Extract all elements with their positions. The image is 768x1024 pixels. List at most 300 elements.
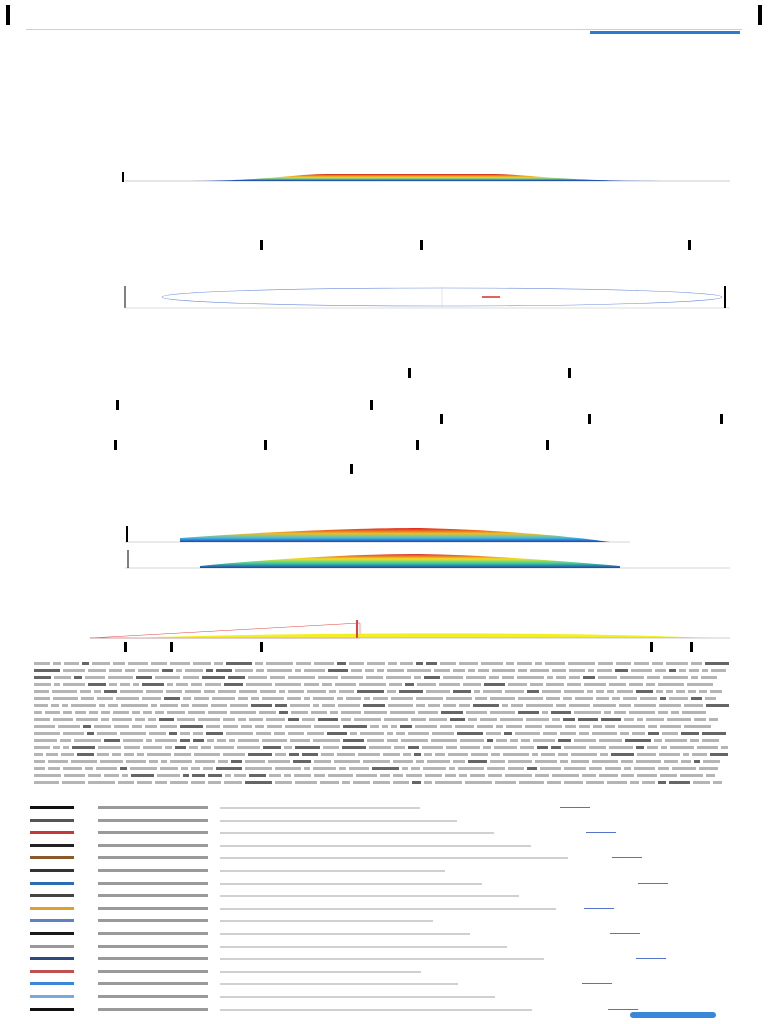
text-line-fragment <box>488 774 502 777</box>
text-line-fragment <box>126 760 146 763</box>
text-line-fragment <box>54 683 60 686</box>
text-line-fragment <box>508 760 532 763</box>
text-line-fragment <box>116 697 139 700</box>
text-line-fragment <box>307 732 324 735</box>
text-line-fragment <box>393 781 409 784</box>
list-item-thumbnail[interactable] <box>30 806 74 809</box>
text-line-fragment <box>97 732 117 735</box>
text-line-fragment <box>459 774 467 777</box>
text-line-fragment <box>363 704 385 707</box>
text-line-fragment <box>618 725 645 728</box>
text-line-fragment <box>411 767 420 770</box>
text-line-fragment <box>63 683 85 686</box>
text-line-fragment <box>245 781 272 784</box>
list-item-thumbnail[interactable] <box>30 882 74 885</box>
text-line-fragment <box>525 725 542 728</box>
list-item-title[interactable] <box>98 1008 208 1011</box>
text-line-fragment <box>193 732 203 735</box>
text-line-fragment <box>542 711 548 714</box>
text-line-fragment <box>314 662 334 665</box>
text-line-fragment <box>341 711 361 714</box>
text-line-fragment <box>34 739 57 742</box>
text-line-fragment <box>234 774 246 777</box>
text-line-fragment <box>556 704 566 707</box>
text-line-fragment <box>367 662 385 665</box>
text-line-fragment <box>391 725 397 728</box>
text-line-fragment <box>114 725 129 728</box>
list-item-thumbnail[interactable] <box>30 957 74 960</box>
list-item-title[interactable] <box>98 819 208 822</box>
text-line-fragment <box>443 704 456 707</box>
list-item[interactable] <box>20 991 748 1003</box>
text-line-fragment <box>260 690 276 693</box>
text-line-fragment <box>372 767 399 770</box>
text-line-fragment <box>517 662 532 665</box>
text-line-fragment <box>360 732 384 735</box>
list-item[interactable] <box>20 802 748 814</box>
right-edge-marker <box>758 5 762 25</box>
text-line-fragment <box>339 767 346 770</box>
text-line-fragment <box>640 697 657 700</box>
text-line-fragment <box>288 718 299 721</box>
text-line-fragment <box>167 683 173 686</box>
text-line-fragment <box>63 669 85 672</box>
text-line-fragment <box>629 683 643 686</box>
text-line-fragment <box>694 718 706 721</box>
text-line-fragment <box>636 690 653 693</box>
text-line-fragment <box>230 704 248 707</box>
text-line-fragment <box>224 683 243 686</box>
text-line-fragment <box>582 774 596 777</box>
text-line-fragment <box>123 739 143 742</box>
text-line-fragment <box>125 669 135 672</box>
text-line-fragment <box>439 683 460 686</box>
text-line-fragment <box>691 676 698 679</box>
list-item-thumbnail[interactable] <box>30 932 74 935</box>
text-line-fragment <box>349 662 364 665</box>
text-line-fragment <box>97 753 109 756</box>
text-line-fragment <box>249 774 266 777</box>
text-line-fragment <box>229 739 235 742</box>
text-line-fragment <box>652 662 663 665</box>
text-line-fragment <box>415 725 437 728</box>
text-line-fragment <box>241 725 252 728</box>
text-line-fragment <box>521 739 530 742</box>
list-item-description <box>220 820 457 822</box>
text-line-fragment <box>76 718 98 721</box>
list-item-thumbnail[interactable] <box>30 856 74 859</box>
list-item-description <box>220 895 519 897</box>
text-line-fragment <box>684 725 711 728</box>
text-line-fragment <box>406 774 422 777</box>
text-line-fragment <box>248 676 267 679</box>
list-item[interactable] <box>20 903 748 915</box>
list-item-description <box>220 971 421 973</box>
list-item-title[interactable] <box>98 932 208 935</box>
text-line-fragment <box>690 739 699 742</box>
text-line-fragment <box>275 704 287 707</box>
text-line-fragment <box>394 746 405 749</box>
text-line-fragment <box>288 732 304 735</box>
list-item-title[interactable] <box>98 945 208 948</box>
list-item-thumbnail[interactable] <box>30 869 74 872</box>
text-line-fragment <box>62 704 68 707</box>
list-item[interactable] <box>20 941 748 953</box>
text-line-fragment <box>217 739 226 742</box>
text-line-fragment <box>426 690 450 693</box>
list-item-description <box>220 832 494 834</box>
text-line-fragment <box>373 697 388 700</box>
text-line-fragment <box>216 669 232 672</box>
text-line-fragment <box>34 760 45 763</box>
list-item-description <box>220 857 568 859</box>
text-line-fragment <box>53 718 73 721</box>
text-line-fragment <box>694 760 700 763</box>
text-line-fragment <box>432 732 454 735</box>
text-line-fragment <box>458 767 484 770</box>
text-line-fragment <box>508 683 527 686</box>
text-line-fragment <box>624 718 634 721</box>
list-item-title[interactable] <box>98 844 208 847</box>
text-line-fragment <box>224 781 242 784</box>
list-item-title[interactable] <box>98 907 208 910</box>
text-line-fragment <box>279 711 288 714</box>
equation-row-5 <box>40 440 730 450</box>
text-line-fragment <box>646 718 664 721</box>
text-line-fragment <box>318 676 338 679</box>
text-line-fragment <box>304 697 310 700</box>
text-line-fragment <box>683 753 689 756</box>
list-item-title[interactable] <box>98 882 208 885</box>
text-line-fragment <box>334 760 360 763</box>
text-line-fragment <box>552 774 579 777</box>
list-item-thumbnail[interactable] <box>30 819 74 822</box>
list-item-title[interactable] <box>98 869 208 872</box>
text-line-fragment <box>431 739 457 742</box>
text-line-fragment <box>393 774 403 777</box>
list-item-thumbnail[interactable] <box>30 995 74 998</box>
text-line-fragment <box>204 690 215 693</box>
list-item[interactable] <box>20 890 748 902</box>
text-line-fragment <box>285 725 311 728</box>
text-lines-area <box>30 660 735 790</box>
list-item-thumbnail[interactable] <box>30 1008 74 1011</box>
text-line-fragment <box>188 711 205 714</box>
text-line-fragment <box>109 683 117 686</box>
text-line-fragment <box>495 781 516 784</box>
plot-strip-4 <box>30 548 735 572</box>
text-line-fragment <box>691 697 702 700</box>
text-line-fragment <box>389 683 402 686</box>
list-item[interactable] <box>20 915 748 927</box>
list-item[interactable] <box>20 852 748 864</box>
list-item[interactable] <box>20 928 748 940</box>
text-line-fragment <box>527 767 537 770</box>
text-line-fragment <box>357 690 384 693</box>
text-line-fragment <box>598 676 617 679</box>
text-line-fragment <box>563 718 575 721</box>
intro-paragraph <box>32 38 732 60</box>
list-item-title[interactable] <box>98 894 208 897</box>
text-line-fragment <box>267 725 282 728</box>
text-line-fragment <box>235 669 253 672</box>
text-line-fragment <box>251 697 259 700</box>
list-item-description <box>220 933 470 935</box>
text-line-fragment <box>335 683 356 686</box>
list-item-thumbnail[interactable] <box>30 919 74 922</box>
text-line-fragment <box>702 669 708 672</box>
left-edge-marker <box>6 5 10 25</box>
list-item-title[interactable] <box>98 957 208 960</box>
text-line-fragment <box>440 662 456 665</box>
list-item-title[interactable] <box>98 856 208 859</box>
text-line-fragment <box>161 760 167 763</box>
text-line-fragment <box>212 697 235 700</box>
text-line-fragment <box>52 690 77 693</box>
text-line-fragment <box>72 746 95 749</box>
text-line-fragment <box>579 725 590 728</box>
text-line-fragment <box>569 676 580 679</box>
text-line-fragment <box>425 774 442 777</box>
text-line-fragment <box>634 767 655 770</box>
text-line-fragment <box>681 732 699 735</box>
text-line-fragment <box>520 746 534 749</box>
equation-row-2 <box>40 368 730 378</box>
text-line-fragment <box>136 676 152 679</box>
text-line-fragment <box>230 711 256 714</box>
text-line-fragment <box>631 669 652 672</box>
text-line-fragment <box>294 774 311 777</box>
text-line-fragment <box>428 704 440 707</box>
text-line-fragment <box>160 767 178 770</box>
list-item[interactable] <box>20 865 748 877</box>
list-item[interactable] <box>20 953 748 965</box>
text-line-fragment <box>34 711 42 714</box>
list-item[interactable] <box>20 966 748 978</box>
scroll-progress-bar[interactable] <box>630 1012 716 1018</box>
text-line-fragment <box>226 662 252 665</box>
text-line-fragment <box>214 746 234 749</box>
text-line-fragment <box>669 669 676 672</box>
list-item-thumbnail[interactable] <box>30 945 74 948</box>
text-line-fragment <box>193 662 211 665</box>
list-item[interactable] <box>20 840 748 852</box>
text-line-fragment <box>157 774 180 777</box>
text-line-fragment <box>506 662 514 665</box>
text-line-fragment <box>262 739 287 742</box>
text-line-fragment <box>460 739 484 742</box>
text-line-fragment <box>341 718 351 721</box>
text-line-fragment <box>135 718 145 721</box>
text-line-fragment <box>615 669 628 672</box>
list-item[interactable] <box>20 878 748 890</box>
text-line-fragment <box>364 697 370 700</box>
list-item-thumbnail[interactable] <box>30 844 74 847</box>
text-line-fragment <box>545 662 565 665</box>
text-line-fragment <box>552 669 566 672</box>
text-line-fragment <box>61 753 74 756</box>
text-line-fragment <box>617 690 633 693</box>
text-line-fragment <box>94 690 101 693</box>
text-line-fragment <box>506 725 522 728</box>
text-line-fragment <box>320 781 339 784</box>
text-line-fragment <box>502 704 508 707</box>
text-line-fragment <box>60 739 71 742</box>
equation-row-1 <box>40 240 730 250</box>
text-line-fragment <box>34 676 51 679</box>
text-line-fragment <box>183 774 189 777</box>
list-item-thumbnail[interactable] <box>30 831 74 834</box>
text-line-fragment <box>88 774 101 777</box>
text-line-fragment <box>478 669 489 672</box>
list-item-indicator <box>610 933 640 934</box>
text-line-fragment <box>255 725 264 728</box>
text-line-fragment <box>706 774 715 777</box>
text-line-fragment <box>604 711 611 714</box>
text-line-fragment <box>53 662 61 665</box>
text-line-fragment <box>77 753 94 756</box>
text-line-fragment <box>416 697 443 700</box>
text-line-fragment <box>53 697 78 700</box>
text-line-fragment <box>223 725 238 728</box>
text-line-fragment <box>341 676 363 679</box>
text-line-fragment <box>131 774 154 777</box>
text-line-fragment <box>518 697 543 700</box>
text-line-fragment <box>214 662 223 665</box>
text-line-fragment <box>48 760 68 763</box>
text-line-fragment <box>434 669 450 672</box>
text-line-fragment <box>149 760 158 763</box>
list-item-title[interactable] <box>98 995 208 998</box>
text-line-fragment <box>53 746 60 749</box>
text-line-fragment <box>169 732 177 735</box>
text-line-fragment <box>279 690 285 693</box>
text-line-fragment <box>621 760 633 763</box>
text-line-fragment <box>266 662 293 665</box>
text-line-fragment <box>666 662 688 665</box>
text-line-fragment <box>143 746 162 749</box>
text-line-fragment <box>337 697 343 700</box>
text-line-fragment <box>500 718 523 721</box>
text-line-fragment <box>386 676 411 679</box>
text-line-fragment <box>349 767 369 770</box>
text-line-fragment <box>34 781 59 784</box>
text-line-fragment <box>109 669 122 672</box>
text-line-fragment <box>540 767 561 770</box>
list-item-title[interactable] <box>98 831 208 834</box>
text-line-fragment <box>104 774 119 777</box>
list-item[interactable] <box>20 978 748 990</box>
plot-1-svg <box>30 170 735 186</box>
text-line-fragment <box>275 753 286 756</box>
list-item-title[interactable] <box>98 919 208 922</box>
text-line-fragment <box>293 760 311 763</box>
text-line-fragment <box>137 781 152 784</box>
text-line-fragment <box>54 676 71 679</box>
text-line-fragment <box>122 774 128 777</box>
equation-row-6 <box>40 464 730 474</box>
text-line-fragment <box>238 739 259 742</box>
text-line-fragment <box>104 739 120 742</box>
text-line-fragment <box>574 711 601 714</box>
text-line-fragment <box>318 718 338 721</box>
text-line-fragment <box>155 739 177 742</box>
text-line-fragment <box>666 690 673 693</box>
text-line-fragment <box>191 683 202 686</box>
text-line-fragment <box>408 746 419 749</box>
list-item-thumbnail[interactable] <box>30 894 74 897</box>
text-line-fragment <box>533 739 555 742</box>
text-line-fragment <box>370 725 379 728</box>
text-line-fragment <box>634 662 649 665</box>
text-line-fragment <box>564 690 584 693</box>
text-line-fragment <box>663 676 688 679</box>
text-line-fragment <box>121 704 148 707</box>
text-line-fragment <box>198 718 220 721</box>
list-item-description <box>220 983 458 985</box>
text-line-fragment <box>88 781 115 784</box>
list-item-thumbnail[interactable] <box>30 907 74 910</box>
text-line-fragment <box>251 704 272 707</box>
text-line-fragment <box>446 697 472 700</box>
text-line-fragment <box>167 711 185 714</box>
text-line-fragment <box>592 760 618 763</box>
list-item-title[interactable] <box>98 970 208 973</box>
text-line-fragment <box>598 662 613 665</box>
text-line-fragment <box>625 739 651 742</box>
text-line-fragment <box>642 781 655 784</box>
list-item-thumbnail[interactable] <box>30 982 74 985</box>
text-line-fragment <box>587 690 593 693</box>
text-line-fragment <box>541 753 555 756</box>
list-item[interactable] <box>20 815 748 827</box>
text-line-fragment <box>424 781 432 784</box>
text-line-fragment <box>82 662 89 665</box>
text-line-fragment <box>46 753 58 756</box>
text-line-fragment <box>205 683 221 686</box>
list-item-description <box>220 870 445 872</box>
text-line-fragment <box>411 718 426 721</box>
text-line-fragment <box>664 760 678 763</box>
text-line-fragment <box>284 774 291 777</box>
text-line-fragment <box>647 746 658 749</box>
list-item-title[interactable] <box>98 806 208 809</box>
text-line-fragment <box>194 697 209 700</box>
text-line-fragment <box>208 774 222 777</box>
text-line-fragment <box>669 697 688 700</box>
text-line-fragment <box>701 676 717 679</box>
text-line-fragment <box>384 718 408 721</box>
text-line-fragment <box>659 704 681 707</box>
text-line-fragment <box>656 690 663 693</box>
text-line-fragment <box>637 753 656 756</box>
text-line-fragment <box>83 725 91 728</box>
list-item-title[interactable] <box>98 982 208 985</box>
text-line-fragment <box>313 704 319 707</box>
text-line-fragment <box>634 704 656 707</box>
text-line-fragment <box>342 781 350 784</box>
text-line-fragment <box>426 662 437 665</box>
text-line-fragment <box>256 669 264 672</box>
text-line-fragment <box>189 746 198 749</box>
text-line-fragment <box>218 690 236 693</box>
text-line-fragment <box>659 753 680 756</box>
list-item-thumbnail[interactable] <box>30 970 74 973</box>
list-item[interactable] <box>20 827 748 839</box>
text-line-fragment <box>207 739 214 742</box>
text-line-fragment <box>322 704 335 707</box>
text-line-fragment <box>468 669 475 672</box>
